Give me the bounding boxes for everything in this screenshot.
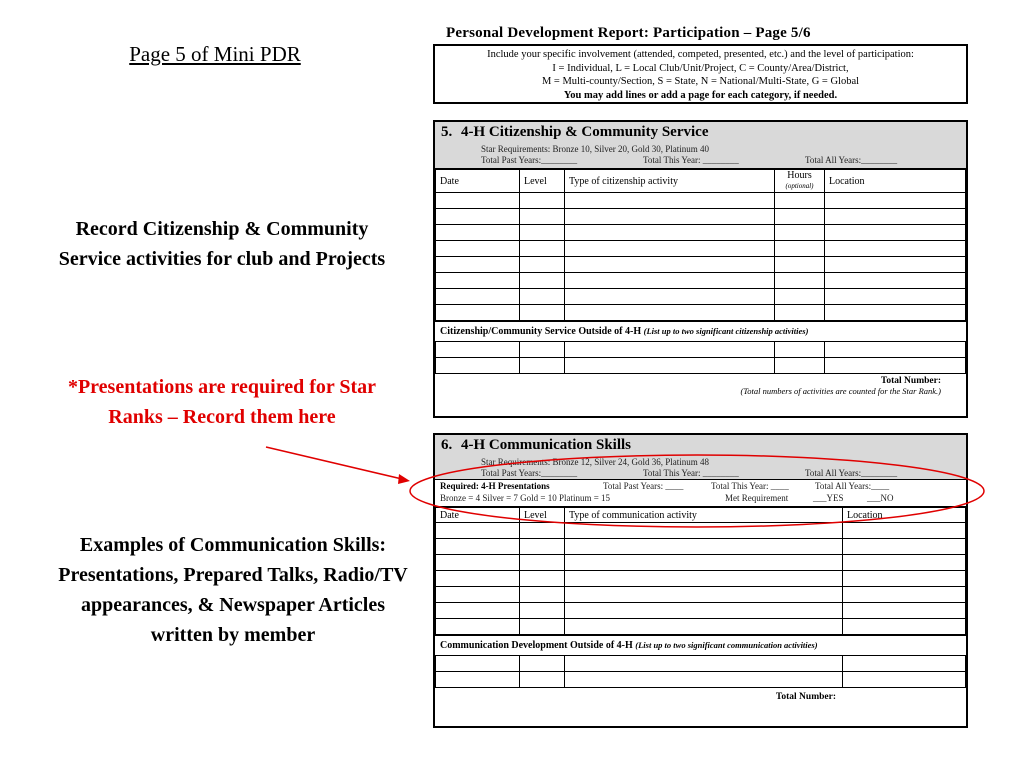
req-total-this: Total This Year: ____ (711, 481, 789, 491)
communication-outside-label (435, 635, 966, 656)
table-cell[interactable] (565, 539, 843, 555)
intro-line-4: You may add lines or add a page for each category, if needed. (563, 89, 838, 101)
table-cell[interactable] (565, 342, 775, 358)
total-number-label: Total Number: (775, 692, 836, 702)
section-5-total-this: Total This Year: ________ (643, 155, 739, 165)
table-cell[interactable] (565, 209, 775, 225)
table-cell[interactable] (436, 656, 520, 672)
section-6-total-this: Total This Year: ________ (643, 468, 739, 478)
table-cell[interactable] (436, 257, 520, 273)
col-level: Level (520, 508, 565, 523)
table-row[interactable] (436, 603, 966, 619)
table-cell[interactable] (520, 342, 565, 358)
table-cell[interactable] (775, 289, 825, 305)
table-row[interactable] (436, 273, 966, 289)
presentations-required-text: *Presentations are required for Star Ranks – Record them here (67, 376, 377, 428)
table-cell[interactable] (843, 539, 966, 555)
col-date: Date (436, 508, 520, 523)
table-cell[interactable] (565, 193, 775, 209)
table-cell[interactable] (825, 273, 966, 289)
table-cell[interactable] (775, 358, 825, 374)
table-cell[interactable] (843, 672, 966, 688)
table-cell[interactable] (843, 656, 966, 672)
section-5-number: 5. (441, 124, 453, 140)
table-cell[interactable] (520, 289, 565, 305)
table-row[interactable] (436, 587, 966, 603)
met-no: ___NO (867, 493, 894, 503)
table-cell[interactable] (843, 555, 966, 571)
table-cell[interactable] (436, 342, 520, 358)
table-row[interactable] (436, 656, 966, 672)
table-cell[interactable] (436, 225, 520, 241)
section-citizenship (433, 120, 968, 418)
table-row[interactable] (436, 193, 966, 209)
table-cell[interactable] (565, 523, 843, 539)
table-cell[interactable] (565, 619, 843, 635)
table-cell[interactable] (565, 241, 775, 257)
table-cell[interactable] (825, 193, 966, 209)
communication-table (435, 507, 966, 635)
table-cell[interactable] (825, 358, 966, 374)
section-6-number: 6. (441, 437, 453, 453)
req-levels: Bronze = 4 Silver = 7 Gold = 10 Platinum = 15 (440, 493, 611, 503)
table-cell[interactable] (843, 587, 966, 603)
table-cell[interactable] (436, 619, 520, 635)
arrow-head-icon (398, 474, 410, 484)
table-cell[interactable] (520, 209, 565, 225)
outside-note: (List up to two significant communication activities) (635, 640, 818, 650)
report-title: Personal Development Report: Participation – Page 5/6 (446, 25, 811, 41)
table-cell[interactable] (775, 209, 825, 225)
citizenship-outside-label (435, 321, 966, 342)
section-communication (433, 433, 968, 728)
req-total-past: Total Past Years: ____ (603, 481, 684, 491)
table-cell[interactable] (775, 257, 825, 273)
table-cell[interactable] (565, 555, 843, 571)
table-cell[interactable] (436, 241, 520, 257)
table-cell[interactable] (436, 539, 520, 555)
table-cell[interactable] (436, 193, 520, 209)
section-5-header (435, 122, 966, 169)
table-row[interactable] (436, 555, 966, 571)
table-cell[interactable] (520, 656, 565, 672)
table-cell[interactable] (775, 305, 825, 321)
table-cell[interactable] (565, 603, 843, 619)
table-cell[interactable] (436, 523, 520, 539)
intro-line-3: M = Multi-county/Section, S = State, N = National/Multi-State, G = Global (541, 76, 860, 87)
table-cell[interactable] (520, 672, 565, 688)
presentations-requirement (435, 480, 966, 507)
total-number-note: (Total numbers of activities are counted for the Star Rank.) (740, 386, 941, 396)
intro-line-1: Include your specific involvement (attended, competed, presented, etc.) and the level of participation: (487, 49, 914, 60)
table-cell[interactable] (565, 656, 843, 672)
table-cell[interactable] (565, 587, 843, 603)
table-cell[interactable] (775, 241, 825, 257)
req-total-all: Total All Years:____ (815, 481, 890, 491)
table-cell[interactable] (565, 358, 775, 374)
table-cell[interactable] (520, 193, 565, 209)
table-row[interactable] (436, 289, 966, 305)
table-cell[interactable] (436, 273, 520, 289)
table-cell[interactable] (436, 587, 520, 603)
table-row[interactable] (436, 257, 966, 273)
table-cell[interactable] (843, 523, 966, 539)
citizenship-table (435, 169, 966, 321)
table-cell[interactable] (436, 289, 520, 305)
col-level: Level (520, 170, 565, 193)
table-cell[interactable] (520, 523, 565, 539)
table-row[interactable] (436, 539, 966, 555)
table-cell[interactable] (520, 225, 565, 241)
table-cell[interactable] (520, 358, 565, 374)
record-citizenship-text: Record Citizenship & Community Service activities for club and Projects (58, 218, 386, 270)
table-row[interactable] (436, 619, 966, 635)
table-header-row (436, 508, 966, 523)
section-6-header (435, 435, 966, 480)
table-row[interactable] (436, 241, 966, 257)
table-cell[interactable] (775, 225, 825, 241)
section-5-title: 4-H Citizenship & Community Service (461, 124, 709, 140)
table-cell[interactable] (436, 305, 520, 321)
table-cell[interactable] (565, 571, 843, 587)
hours-optional-note: (optional) (785, 182, 814, 190)
met-requirement-label: Met Requirement (725, 493, 789, 503)
table-cell[interactable] (520, 555, 565, 571)
table-cell[interactable] (436, 571, 520, 587)
outside-label-text: Citizenship/Community Service Outside of 4-H (440, 326, 642, 337)
table-cell[interactable] (565, 289, 775, 305)
table-cell[interactable] (825, 289, 966, 305)
col-location: Location (825, 170, 966, 193)
table-cell[interactable] (825, 305, 966, 321)
table-cell[interactable] (825, 257, 966, 273)
col-date: Date (436, 170, 520, 193)
req-label: Required: 4-H Presentations (440, 481, 550, 491)
table-cell[interactable] (436, 603, 520, 619)
table-cell[interactable] (843, 571, 966, 587)
col-activity-type: Type of citizenship activity (565, 170, 775, 193)
communication-examples-text: Examples of Communication Skills: Presentations, Prepared Talks, Radio/TV appearances, & Newspaper Articles written by member (58, 534, 408, 646)
table-cell[interactable] (436, 358, 520, 374)
table-row[interactable] (436, 571, 966, 587)
col-activity-type: Type of communication activity (565, 508, 843, 523)
table-row[interactable] (436, 305, 966, 321)
table-cell[interactable] (520, 603, 565, 619)
section-5-star-req: Star Requirements: Bronze 10, Silver 20, Gold 30, Platinum 40 (481, 144, 709, 154)
table-cell[interactable] (565, 672, 843, 688)
page-label: Page 5 of Mini PDR (129, 42, 301, 66)
table-cell[interactable] (775, 273, 825, 289)
table-cell[interactable] (565, 305, 775, 321)
table-cell[interactable] (520, 539, 565, 555)
section-6-total-past: Total Past Years:________ (481, 468, 578, 478)
table-cell[interactable] (825, 342, 966, 358)
table-cell[interactable] (843, 603, 966, 619)
outside-label-text: Communication Development Outside of 4-H (440, 640, 633, 651)
total-number-label: Total Number: (880, 376, 941, 386)
table-cell[interactable] (565, 273, 775, 289)
table-cell[interactable] (520, 273, 565, 289)
annotation-arrow-line (266, 447, 402, 479)
table-cell[interactable] (520, 587, 565, 603)
citizenship-outside-table (435, 341, 966, 374)
met-yes: ___YES (813, 493, 844, 503)
table-cell[interactable] (436, 672, 520, 688)
section-6-title: 4-H Communication Skills (461, 437, 632, 453)
hours-label: Hours (787, 170, 812, 181)
table-row[interactable] (436, 209, 966, 225)
table-cell[interactable] (843, 619, 966, 635)
table-cell[interactable] (775, 193, 825, 209)
section-6-star-req: Star Requirements: Bronze 12, Silver 24, Gold 36, Platinum 48 (481, 457, 709, 467)
table-cell[interactable] (520, 619, 565, 635)
table-header-row (436, 170, 966, 193)
table-cell[interactable] (775, 342, 825, 358)
table-cell[interactable] (565, 225, 775, 241)
intro-line-2: I = Individual, L = Local Club/Unit/Project, C = County/Area/District, (552, 62, 849, 74)
section-6-total-all: Total All Years:________ (805, 468, 898, 478)
table-cell[interactable] (825, 225, 966, 241)
section-5-total (435, 374, 966, 396)
table-cell[interactable] (565, 257, 775, 273)
col-hours (775, 170, 825, 193)
section-5-total-past: Total Past Years:________ (481, 155, 578, 165)
col-location: Location (843, 508, 966, 523)
table-cell[interactable] (520, 241, 565, 257)
table-row[interactable] (436, 358, 966, 374)
table-cell[interactable] (520, 257, 565, 273)
table-cell[interactable] (520, 571, 565, 587)
section-5-total-all: Total All Years:________ (805, 155, 898, 165)
table-row[interactable] (436, 672, 966, 688)
table-cell[interactable] (825, 209, 966, 225)
table-cell[interactable] (520, 305, 565, 321)
table-row[interactable] (436, 225, 966, 241)
table-cell[interactable] (436, 555, 520, 571)
table-cell[interactable] (436, 209, 520, 225)
table-row[interactable] (436, 342, 966, 358)
intro-box (433, 44, 968, 104)
outside-note: (List up to two significant citizenship activities) (643, 326, 809, 336)
table-row[interactable] (436, 523, 966, 539)
section-6-total (435, 688, 966, 702)
communication-outside-table (435, 655, 966, 688)
table-cell[interactable] (825, 241, 966, 257)
